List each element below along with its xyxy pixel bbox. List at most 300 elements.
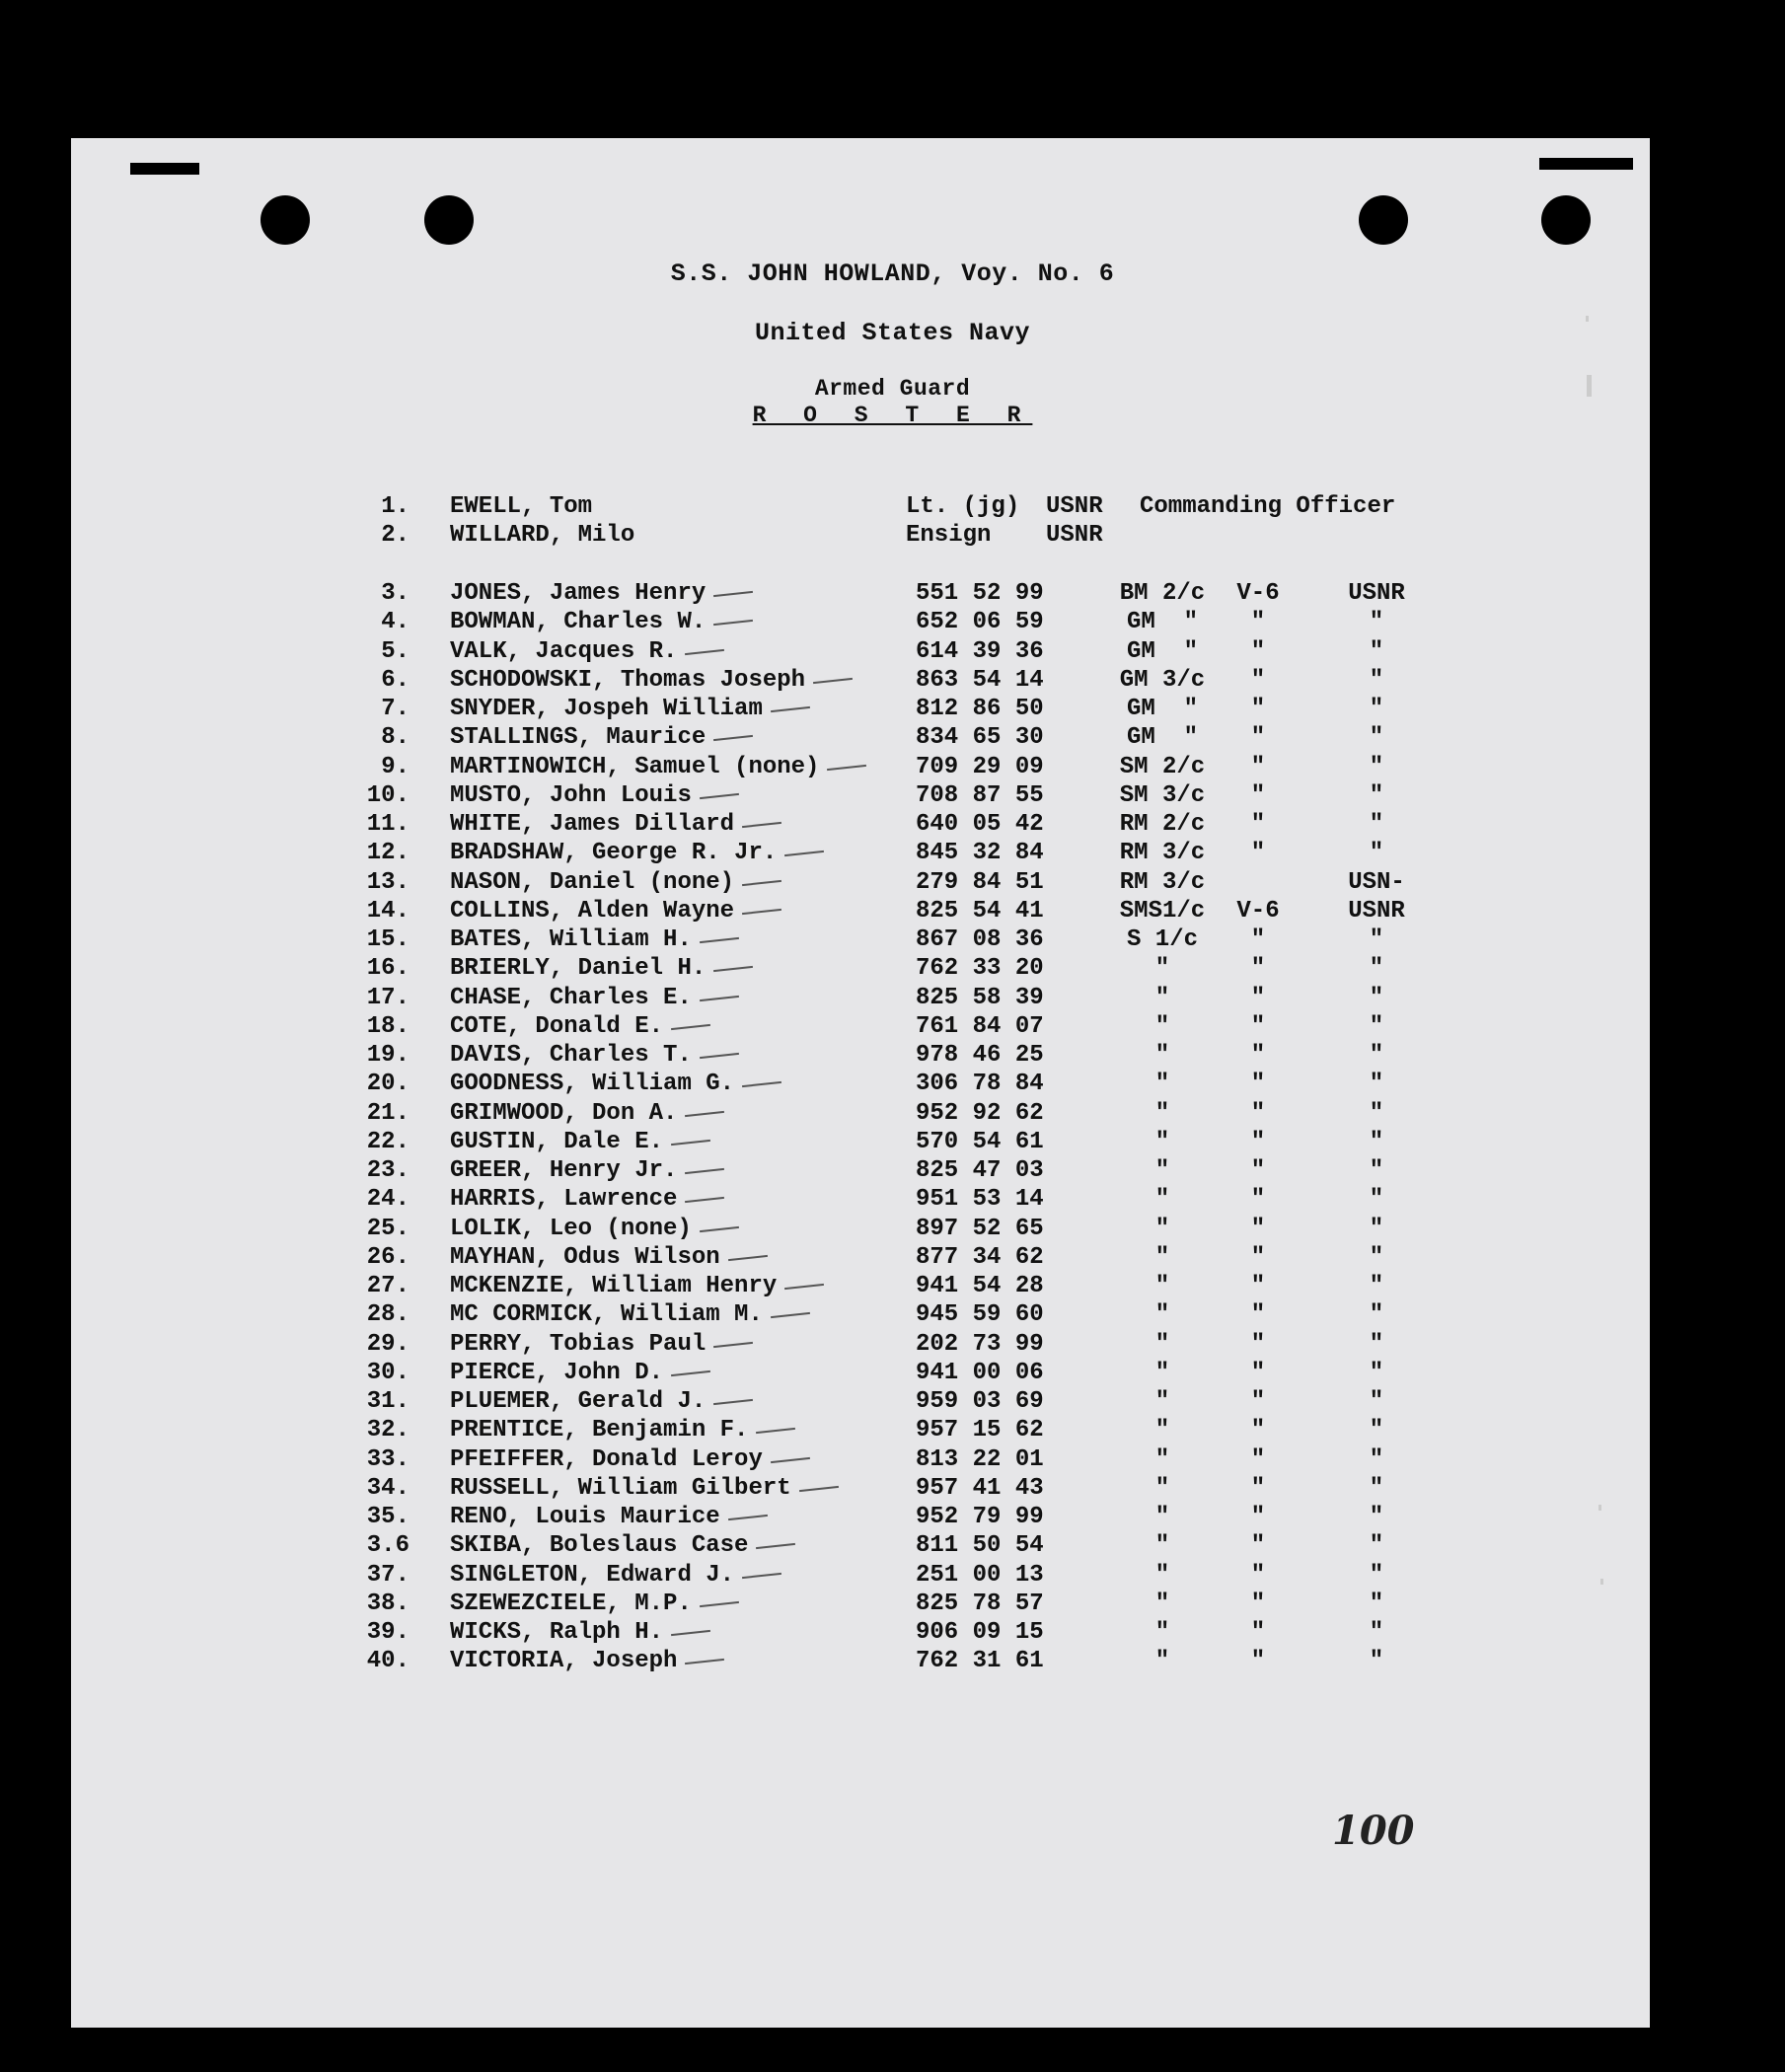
rating: RM 3/c: [1119, 840, 1206, 866]
crew-name: PIERCE, John D.: [450, 1360, 664, 1386]
service-number: 709 29 09: [916, 754, 1044, 780]
crew-row: [0, 955, 1785, 984]
rating: RM 2/c: [1119, 811, 1206, 838]
row-number: 33.: [366, 1446, 409, 1473]
crew-row: [0, 1619, 1785, 1648]
classification: ": [1250, 1360, 1266, 1386]
crew-row: [0, 1157, 1785, 1186]
officer-rank: Lt. (jg): [906, 493, 1020, 520]
classification: ": [1250, 667, 1266, 694]
row-number: 3.: [381, 580, 409, 607]
classification: ": [1250, 1129, 1266, 1155]
service-number: 941 54 28: [916, 1273, 1044, 1299]
row-number: 9.: [381, 754, 409, 780]
service-number: 957 15 62: [916, 1417, 1044, 1443]
crew-name: SKIBA, Boleslaus Case: [450, 1532, 749, 1559]
pencil-check-mark: [713, 620, 753, 626]
crew-row: [0, 1388, 1785, 1417]
rating: ": [1154, 1071, 1170, 1097]
crew-row: [0, 1331, 1785, 1360]
pencil-check-mark: [685, 1659, 724, 1665]
service-branch: ": [1369, 955, 1384, 982]
service-number: 811 50 54: [916, 1532, 1044, 1559]
service-number: 762 31 61: [916, 1648, 1044, 1674]
service-number: 863 54 14: [916, 667, 1044, 694]
pencil-check-mark: [713, 1342, 753, 1348]
pencil-check-mark: [756, 1543, 795, 1549]
rating: SM 2/c: [1119, 754, 1206, 780]
row-number: 11.: [366, 811, 409, 838]
row-number: 13.: [366, 869, 409, 896]
crew-name: RUSSELL, William Gilbert: [450, 1475, 791, 1502]
row-number: 26.: [366, 1244, 409, 1271]
rating: ": [1154, 955, 1170, 982]
service-number: 906 09 15: [916, 1619, 1044, 1646]
rating: ": [1154, 1475, 1170, 1502]
pencil-check-mark: [771, 1457, 810, 1463]
crew-name: GRIMWOOD, Don A.: [450, 1100, 678, 1127]
speck: [1600, 1579, 1603, 1585]
classification: ": [1250, 609, 1266, 635]
row-number: 18.: [366, 1013, 409, 1040]
officer-reserve: USNR: [1046, 493, 1103, 520]
classification: ": [1250, 1013, 1266, 1040]
pencil-check-mark: [700, 1053, 739, 1059]
row-number: 6.: [381, 667, 409, 694]
rating: GM ": [1126, 609, 1198, 635]
pencil-check-mark: [685, 1168, 724, 1174]
crew-name: PRENTICE, Benjamin F.: [450, 1417, 749, 1443]
classification: V-6: [1236, 580, 1280, 607]
roster-title: R O S T E R: [752, 403, 1033, 428]
pencil-check-mark: [784, 851, 824, 856]
classification: ": [1250, 811, 1266, 838]
classification: ": [1250, 1562, 1266, 1589]
row-number: 24.: [366, 1186, 409, 1213]
classification: ": [1250, 638, 1266, 665]
row-number: 35.: [366, 1504, 409, 1530]
row-number: 40.: [366, 1648, 409, 1674]
rating: ": [1154, 1532, 1170, 1559]
service-branch: ": [1369, 926, 1384, 953]
row-number: 3.6: [366, 1532, 409, 1559]
crew-name: BRADSHAW, George R. Jr.: [450, 840, 778, 866]
crew-row: [0, 1216, 1785, 1244]
unit-heading: Armed Guard: [814, 376, 971, 402]
torn-edge: [130, 163, 199, 175]
service-branch: ": [1369, 1100, 1384, 1127]
row-number: 8.: [381, 724, 409, 751]
service-number: 957 41 43: [916, 1475, 1044, 1502]
officer-row: [0, 493, 1785, 522]
classification: ": [1250, 840, 1266, 866]
crew-row: [0, 1504, 1785, 1532]
pencil-check-mark: [742, 1573, 781, 1579]
classification: ": [1250, 1216, 1266, 1242]
service-branch: ": [1369, 1331, 1384, 1358]
service-branch: ": [1369, 985, 1384, 1011]
rating: BM 2/c: [1119, 580, 1206, 607]
row-number: 23.: [366, 1157, 409, 1184]
crew-name: VALK, Jacques R.: [450, 638, 678, 665]
crew-row: [0, 985, 1785, 1013]
service-branch: ": [1369, 1532, 1384, 1559]
rating: ": [1154, 1562, 1170, 1589]
service-branch: ": [1369, 1562, 1384, 1589]
officer-name: EWELL, Tom: [450, 493, 593, 520]
service-number: 952 92 62: [916, 1100, 1044, 1127]
service-number: 825 58 39: [916, 985, 1044, 1011]
classification: ": [1250, 955, 1266, 982]
pencil-check-mark: [671, 1630, 710, 1636]
service-branch: ": [1369, 1388, 1384, 1415]
classification: ": [1250, 782, 1266, 809]
service-branch: ": [1369, 754, 1384, 780]
rating: ": [1154, 1619, 1170, 1646]
punch-hole: [424, 195, 474, 245]
classification: ": [1250, 696, 1266, 722]
crew-name: BATES, William H.: [450, 926, 692, 953]
service-branch: ": [1369, 1157, 1384, 1184]
service-number: 640 05 42: [916, 811, 1044, 838]
crew-row: [0, 898, 1785, 926]
crew-row: [0, 1417, 1785, 1445]
crew-name: MC CORMICK, William M.: [450, 1301, 763, 1328]
row-number: 32.: [366, 1417, 409, 1443]
row-number: 5.: [381, 638, 409, 665]
rating: ": [1154, 985, 1170, 1011]
service-number: 845 32 84: [916, 840, 1044, 866]
classification: ": [1250, 1301, 1266, 1328]
service-number: 306 78 84: [916, 1071, 1044, 1097]
crew-row: [0, 1360, 1785, 1388]
punch-hole: [1541, 195, 1591, 245]
rating: RM 3/c: [1119, 869, 1206, 896]
crew-row: [0, 926, 1785, 955]
crew-row: [0, 1244, 1785, 1273]
row-number: 29.: [366, 1331, 409, 1358]
row-number: 30.: [366, 1360, 409, 1386]
crew-name: MCKENZIE, William Henry: [450, 1273, 778, 1299]
rating: ": [1154, 1244, 1170, 1271]
pencil-check-mark: [742, 1081, 781, 1087]
service-number: 897 52 65: [916, 1216, 1044, 1242]
crew-row: [0, 609, 1785, 637]
rating: ": [1154, 1157, 1170, 1184]
classification: ": [1250, 724, 1266, 751]
classification: ": [1250, 1244, 1266, 1271]
officer-row: [0, 522, 1785, 551]
crew-row: [0, 754, 1785, 782]
pencil-check-mark: [756, 1428, 795, 1434]
service-number: 708 87 55: [916, 782, 1044, 809]
rating: ": [1154, 1388, 1170, 1415]
rating: ": [1154, 1273, 1170, 1299]
service-number: 812 86 50: [916, 696, 1044, 722]
crew-name: CHASE, Charles E.: [450, 985, 692, 1011]
rating: ": [1154, 1186, 1170, 1213]
row-number: 7.: [381, 696, 409, 722]
crew-name: COTE, Donald E.: [450, 1013, 664, 1040]
torn-edge: [1539, 158, 1633, 170]
crew-row: [0, 1562, 1785, 1591]
service-branch: ": [1369, 1071, 1384, 1097]
classification: ": [1250, 1591, 1266, 1617]
crew-name: SINGLETON, Edward J.: [450, 1562, 735, 1589]
row-number: 27.: [366, 1273, 409, 1299]
pencil-check-mark: [742, 880, 781, 886]
classification: ": [1250, 985, 1266, 1011]
classification: ": [1250, 1619, 1266, 1646]
service-number: 825 47 03: [916, 1157, 1044, 1184]
service-branch: ": [1369, 1619, 1384, 1646]
officer-rank: Ensign: [906, 522, 992, 549]
rating: ": [1154, 1129, 1170, 1155]
classification: ": [1250, 1417, 1266, 1443]
row-number: 17.: [366, 985, 409, 1011]
service-branch: ": [1369, 1013, 1384, 1040]
crew-row: [0, 638, 1785, 667]
page-number: 100: [1332, 1808, 1415, 1854]
row-number: 4.: [381, 609, 409, 635]
ship-heading: S.S. JOHN HOWLAND, Voy. No. 6: [670, 259, 1115, 288]
pencil-check-mark: [685, 1111, 724, 1117]
crew-name: GOODNESS, William G.: [450, 1071, 735, 1097]
crew-row: [0, 1273, 1785, 1301]
service-branch: ": [1369, 1129, 1384, 1155]
officer-reserve: USNR: [1046, 522, 1103, 549]
rating: ": [1154, 1013, 1170, 1040]
crew-name: RENO, Louis Maurice: [450, 1504, 720, 1530]
service-number: 825 78 57: [916, 1591, 1044, 1617]
row-number: 25.: [366, 1216, 409, 1242]
crew-row: [0, 1129, 1785, 1157]
service-branch: ": [1369, 1301, 1384, 1328]
service-branch: ": [1369, 1446, 1384, 1473]
service-branch: USNR: [1348, 580, 1405, 607]
service-number: 551 52 99: [916, 580, 1044, 607]
row-number: 28.: [366, 1301, 409, 1328]
service-branch: ": [1369, 1475, 1384, 1502]
classification: ": [1250, 1157, 1266, 1184]
service-number: 825 54 41: [916, 898, 1044, 925]
classification: ": [1250, 1475, 1266, 1502]
service-branch: ": [1369, 724, 1384, 751]
row-number: 1.: [381, 493, 409, 520]
rating: SMS1/c: [1119, 898, 1206, 925]
classification: ": [1250, 1648, 1266, 1674]
classification: ": [1250, 1042, 1266, 1069]
rating: ": [1154, 1100, 1170, 1127]
punch-hole: [260, 195, 310, 245]
crew-name: WICKS, Ralph H.: [450, 1619, 664, 1646]
service-number: 941 00 06: [916, 1360, 1044, 1386]
service-branch: ": [1369, 1417, 1384, 1443]
service-branch: ": [1369, 811, 1384, 838]
rating: GM 3/c: [1119, 667, 1206, 694]
pencil-check-mark: [728, 1255, 768, 1261]
crew-row: [0, 1532, 1785, 1561]
punch-hole: [1359, 195, 1408, 245]
pencil-check-mark: [671, 1370, 710, 1376]
service-number: 279 84 51: [916, 869, 1044, 896]
row-number: 12.: [366, 840, 409, 866]
service-branch: ": [1369, 609, 1384, 635]
crew-row: [0, 696, 1785, 724]
service-number: 652 06 59: [916, 609, 1044, 635]
service-branch: ": [1369, 1648, 1384, 1674]
crew-row: [0, 1100, 1785, 1129]
crew-name: PFEIFFER, Donald Leroy: [450, 1446, 763, 1473]
pencil-check-mark: [700, 1601, 739, 1607]
service-branch: ": [1369, 1216, 1384, 1242]
classification: ": [1250, 1071, 1266, 1097]
row-number: 16.: [366, 955, 409, 982]
service-branch: USNR: [1348, 898, 1405, 925]
service-branch: ": [1369, 1042, 1384, 1069]
crew-name: SNYDER, Jospeh William: [450, 696, 763, 722]
crew-name: BRIERLY, Daniel H.: [450, 955, 707, 982]
row-number: 10.: [366, 782, 409, 809]
rating: ": [1154, 1591, 1170, 1617]
service-number: 202 73 99: [916, 1331, 1044, 1358]
rating: S 1/c: [1126, 926, 1198, 953]
crew-name: PERRY, Tobias Paul: [450, 1331, 707, 1358]
pencil-check-mark: [771, 706, 810, 712]
pencil-check-mark: [728, 1515, 768, 1520]
crew-name: STALLINGS, Maurice: [450, 724, 707, 751]
classification: V-6: [1236, 898, 1280, 925]
speck: [1586, 316, 1589, 322]
classification: ": [1250, 1331, 1266, 1358]
pencil-check-mark: [671, 1140, 710, 1146]
row-number: 2.: [381, 522, 409, 549]
rating: GM ": [1126, 638, 1198, 665]
crew-row: [0, 1013, 1785, 1042]
crew-row: [0, 724, 1785, 753]
service-branch: ": [1369, 667, 1384, 694]
crew-name: VICTORIA, Joseph: [450, 1648, 678, 1674]
pencil-check-mark: [713, 966, 753, 972]
service-branch: ": [1369, 1186, 1384, 1213]
crew-row: [0, 1071, 1785, 1099]
service-number: 952 79 99: [916, 1504, 1044, 1530]
rating: ": [1154, 1042, 1170, 1069]
pencil-check-mark: [799, 1486, 839, 1492]
crew-row: [0, 580, 1785, 609]
crew-name: GUSTIN, Dale E.: [450, 1129, 664, 1155]
pencil-check-mark: [700, 996, 739, 1001]
classification: ": [1250, 1388, 1266, 1415]
crew-row: [0, 840, 1785, 868]
rating: ": [1154, 1648, 1170, 1674]
classification: ": [1250, 1446, 1266, 1473]
crew-row: [0, 1475, 1785, 1504]
pencil-check-mark: [713, 735, 753, 741]
classification: ": [1250, 926, 1266, 953]
crew-name: JONES, James Henry: [450, 580, 707, 607]
service-number: 945 59 60: [916, 1301, 1044, 1328]
classification: ": [1250, 754, 1266, 780]
pencil-check-mark: [742, 909, 781, 915]
crew-row: [0, 1446, 1785, 1475]
service-heading: United States Navy: [754, 319, 1031, 347]
crew-name: BOWMAN, Charles W.: [450, 609, 707, 635]
pencil-check-mark: [784, 1284, 824, 1290]
service-branch: ": [1369, 1244, 1384, 1271]
crew-row: [0, 1186, 1785, 1215]
crew-name: SCHODOWSKI, Thomas Joseph: [450, 667, 806, 694]
service-branch: USN-: [1348, 869, 1405, 896]
crew-row: [0, 811, 1785, 840]
classification: ": [1250, 1100, 1266, 1127]
crew-row: [0, 782, 1785, 811]
service-branch: ": [1369, 1591, 1384, 1617]
service-number: 570 54 61: [916, 1129, 1044, 1155]
officer-name: WILLARD, Milo: [450, 522, 635, 549]
pencil-check-mark: [685, 1197, 724, 1203]
classification: ": [1250, 1186, 1266, 1213]
service-number: 834 65 30: [916, 724, 1044, 751]
officer-role: Commanding Officer: [1140, 493, 1396, 520]
classification: ": [1250, 1504, 1266, 1530]
service-branch: ": [1369, 1273, 1384, 1299]
crew-name: PLUEMER, Gerald J.: [450, 1388, 707, 1415]
service-branch: ": [1369, 840, 1384, 866]
pencil-check-mark: [685, 649, 724, 655]
rating: ": [1154, 1504, 1170, 1530]
service-number: 762 33 20: [916, 955, 1044, 982]
service-number: 951 53 14: [916, 1186, 1044, 1213]
crew-name: MAYHAN, Odus Wilson: [450, 1244, 720, 1271]
service-number: 813 22 01: [916, 1446, 1044, 1473]
crew-name: DAVIS, Charles T.: [450, 1042, 692, 1069]
pencil-check-mark: [742, 822, 781, 828]
row-number: 19.: [366, 1042, 409, 1069]
row-number: 21.: [366, 1100, 409, 1127]
crew-name: SZEWEZCIELE, M.P.: [450, 1591, 692, 1617]
rating: ": [1154, 1331, 1170, 1358]
crew-row: [0, 1301, 1785, 1330]
rating: ": [1154, 1360, 1170, 1386]
pencil-check-mark: [700, 937, 739, 943]
service-branch: ": [1369, 638, 1384, 665]
rating: GM ": [1126, 724, 1198, 751]
crew-name: NASON, Daniel (none): [450, 869, 735, 896]
crew-name: LOLIK, Leo (none): [450, 1216, 692, 1242]
service-branch: ": [1369, 1504, 1384, 1530]
row-number: 39.: [366, 1619, 409, 1646]
row-number: 14.: [366, 898, 409, 925]
pencil-check-mark: [813, 678, 853, 684]
pencil-check-mark: [671, 1024, 710, 1030]
speck: [1599, 1505, 1601, 1511]
row-number: 37.: [366, 1562, 409, 1589]
pencil-check-mark: [771, 1312, 810, 1318]
pencil-check-mark: [700, 793, 739, 799]
service-number: 614 39 36: [916, 638, 1044, 665]
rating: ": [1154, 1301, 1170, 1328]
crew-name: GREER, Henry Jr.: [450, 1157, 678, 1184]
speck: [1587, 375, 1592, 397]
pencil-check-mark: [713, 591, 753, 597]
service-branch: ": [1369, 1360, 1384, 1386]
pencil-check-mark: [700, 1226, 739, 1232]
rating: ": [1154, 1216, 1170, 1242]
classification: ": [1250, 1532, 1266, 1559]
rating: ": [1154, 1417, 1170, 1443]
service-number: 877 34 62: [916, 1244, 1044, 1271]
